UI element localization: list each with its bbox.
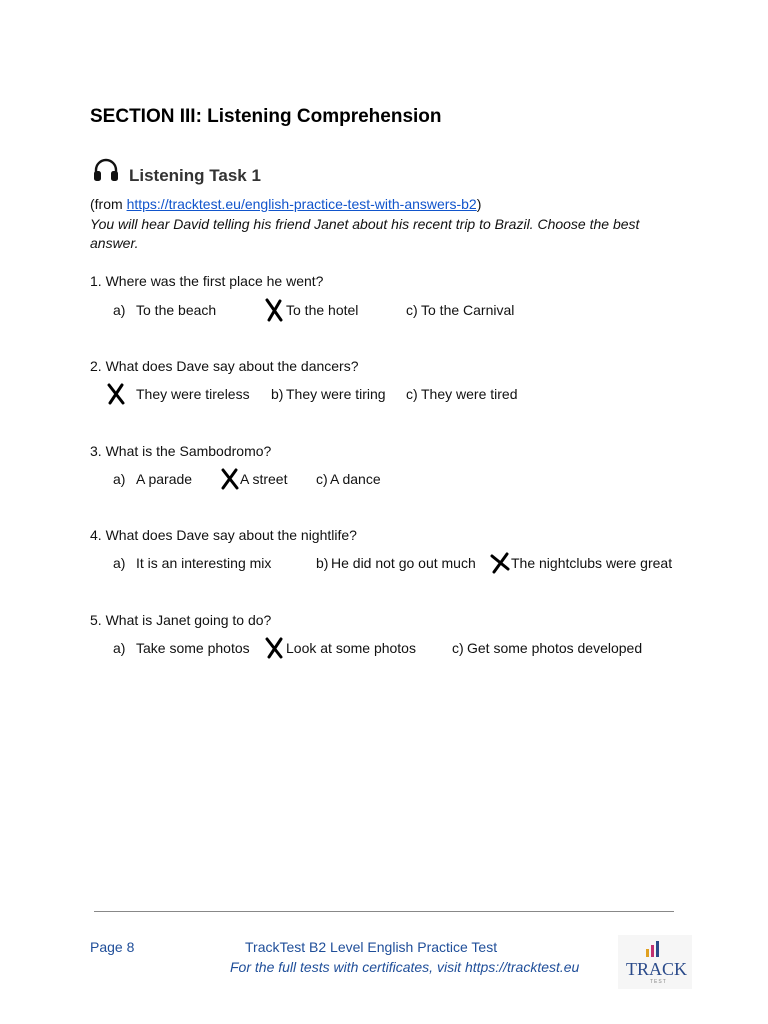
question-1: 1. Where was the first place he went? [90,273,324,289]
cross-mark-icon [264,298,284,322]
q2-option-b[interactable]: They were tiring [286,386,386,402]
footer-title: TrackTest B2 Level English Practice Test [245,939,498,955]
q3-option-a[interactable]: A parade [136,471,193,487]
instructions: You will hear David telling his friend Janet about his recent trip to Brazil. Choose the best answer. [90,216,640,251]
q4-option-b[interactable]: He did not go out much [331,555,476,571]
question-5: 5. What is Janet going to do? [90,612,272,628]
footer-visit-text: For the full tests with certificates, visit https://tracktest.eu [230,959,580,975]
q4-option-a[interactable]: It is an interesting mix [136,555,272,571]
q3-option-a-label: a) [113,471,126,487]
q5-option-c-label: c) [452,640,464,656]
q5-option-a-label: a) [113,640,126,656]
headphones-icon [93,158,119,182]
source-suffix: ) [476,196,482,212]
logo-text: TRACK [626,959,688,979]
question-4: 4. What does Dave say about the nightlife? [90,527,357,543]
q5-option-c[interactable]: Get some photos developed [467,640,643,656]
q1-option-c[interactable]: To the Carnival [421,302,515,318]
cross-mark-icon [264,636,284,660]
cross-mark-icon [220,467,240,491]
logo-chart-icon [644,939,662,959]
q1-option-a[interactable]: To the beach [136,302,217,318]
task-title: Listening Task 1 [129,166,261,185]
q1-option-a-label: a) [113,302,126,318]
cross-mark-icon [106,382,126,406]
q4-option-b-label: b) [316,555,329,571]
cross-mark-icon [490,551,510,575]
q1-option-c-label: c) [406,302,418,318]
source-prefix: (from [90,196,127,212]
q3-option-c[interactable]: A dance [330,471,381,487]
question-3: 3. What is the Sambodromo? [90,443,272,459]
section-title: SECTION III: Listening Comprehension [90,106,442,127]
q4-option-c[interactable]: The nightclubs were great [511,555,673,571]
logo-subtext: TEST [650,979,667,985]
page-number: Page 8 [90,939,135,955]
tracktest-logo [618,935,692,989]
q1-option-b[interactable]: To the hotel [286,302,359,318]
question-2: 2. What does Dave say about the dancers? [90,358,359,374]
source-line [90,196,481,212]
q4-option-a-label: a) [113,555,126,571]
source-link[interactable]: https://tracktest.eu/english-practice-test-with-answers-b2 [126,196,477,212]
q5-option-a[interactable]: Take some photos [136,640,250,656]
q3-option-c-label: c) [316,471,328,487]
q2-option-a[interactable]: They were tireless [136,386,250,402]
q3-option-b[interactable]: A street [240,471,288,487]
q2-option-c-label: c) [406,386,418,402]
footer-divider [94,911,674,912]
q2-option-b-label: b) [271,386,284,402]
q2-option-c[interactable]: They were tired [421,386,518,402]
q5-option-b[interactable]: Look at some photos [286,640,416,656]
